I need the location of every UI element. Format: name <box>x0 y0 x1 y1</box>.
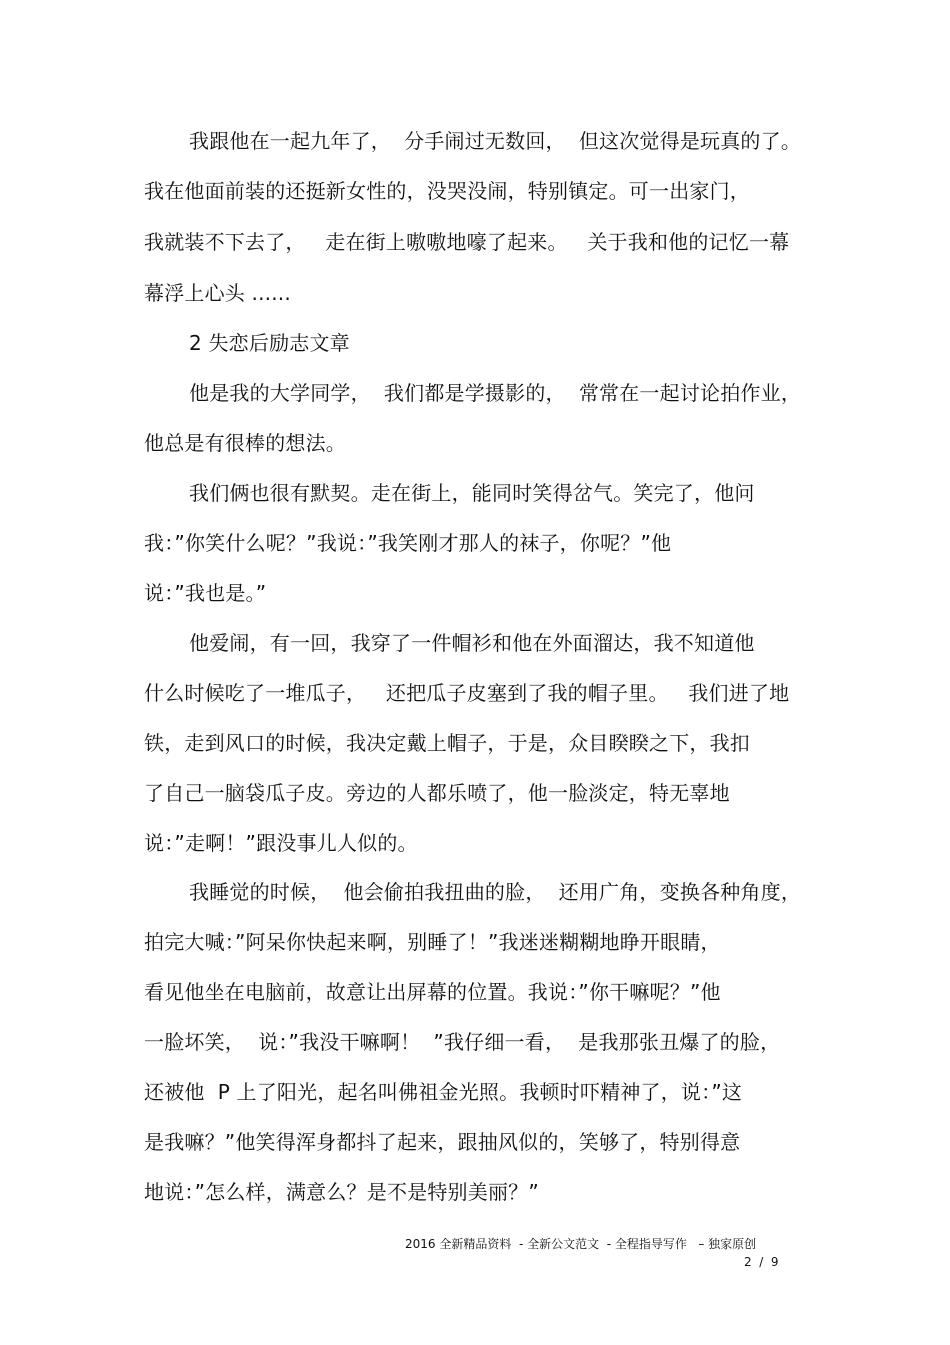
paragraph-line: 我睡觉的时候， 他会偷拍我扭曲的脸， 还用广角，变换各种角度， <box>189 880 802 904</box>
paragraph-line: 我们俩也很有默契。走在街上，能同时笑得岔气。笑完了，他问 <box>189 481 755 505</box>
paragraph-line: 地说：”怎么样，满意么？是不是特别美丽？” <box>144 1180 539 1204</box>
paragraph-line: 什么时候吃了一堆瓜子， 还把瓜子皮塞到了我的帽子里。 我们进了地 <box>144 681 790 705</box>
paragraph-line: 了自己一脑袋瓜子皮。旁边的人都乐喷了，他一脸淡定，特无辜地 <box>144 781 730 805</box>
paragraph-line: 一脸坏笑， 说：”我没干嘛啊！ ”我仔细一看， 是我那张丑爆了的脸， <box>144 1030 781 1054</box>
paragraph-line: 铁，走到风口的时候，我决定戴上帽子，于是，众目睽睽之下，我扣 <box>144 731 750 755</box>
paragraph-line: 我跟他在一起九年了， 分手闹过无数回， 但这次觉得是玩真的了。 <box>189 129 802 153</box>
paragraph-line: 幕浮上心头 ...... <box>144 281 291 305</box>
paragraph-line: 说：”我也是。” <box>144 581 267 605</box>
paragraph-line: 我就装不下去了， 走在街上嗷嗷地嚎了起来。 关于我和他的记忆一幕 <box>144 230 790 254</box>
paragraph-line: 我：”你笑什么呢？”我说：”我笑刚才那人的袜子，你呢？”他 <box>144 531 672 555</box>
page-number: 2 / 9 <box>744 1255 779 1269</box>
paragraph-line: 还被他 P 上了阳光，起名叫佛祖金光照。我顿时吓精神了，说：”这 <box>144 1080 743 1104</box>
paragraph-line: 拍完大喊：”阿呆你快起来啊，别睡了！”我迷迷糊糊地睁开眼睛， <box>144 930 721 954</box>
footer-caption: 2016 全新精品资料 - 全新公文范文 - 全程指导写作 – 独家原创 <box>405 1237 757 1251</box>
paragraph-line: 他爱闹，有一回，我穿了一件帽衫和他在外面溜达，我不知道他 <box>189 631 755 655</box>
paragraph-line: 他是我的大学同学， 我们都是学摄影的， 常常在一起讨论拍作业， <box>189 381 802 405</box>
paragraph-line: 他总是有很棒的想法。 <box>144 431 346 455</box>
section-heading: 2 失恋后励志文章 <box>189 331 350 355</box>
paragraph-line: 是我嘛？”他笑得浑身都抖了起来，跟抽风似的，笑够了，特别得意 <box>144 1130 741 1154</box>
paragraph-line: 说：”走啊！”跟没事儿人似的。 <box>144 831 418 855</box>
paragraph-line: 我在他面前装的还挺新女性的，没哭没闹，特别镇定。可一出家门， <box>144 179 750 203</box>
paragraph-line: 看见他坐在电脑前，故意让出屏幕的位置。我说：”你干嘛呢？”他 <box>144 980 721 1004</box>
